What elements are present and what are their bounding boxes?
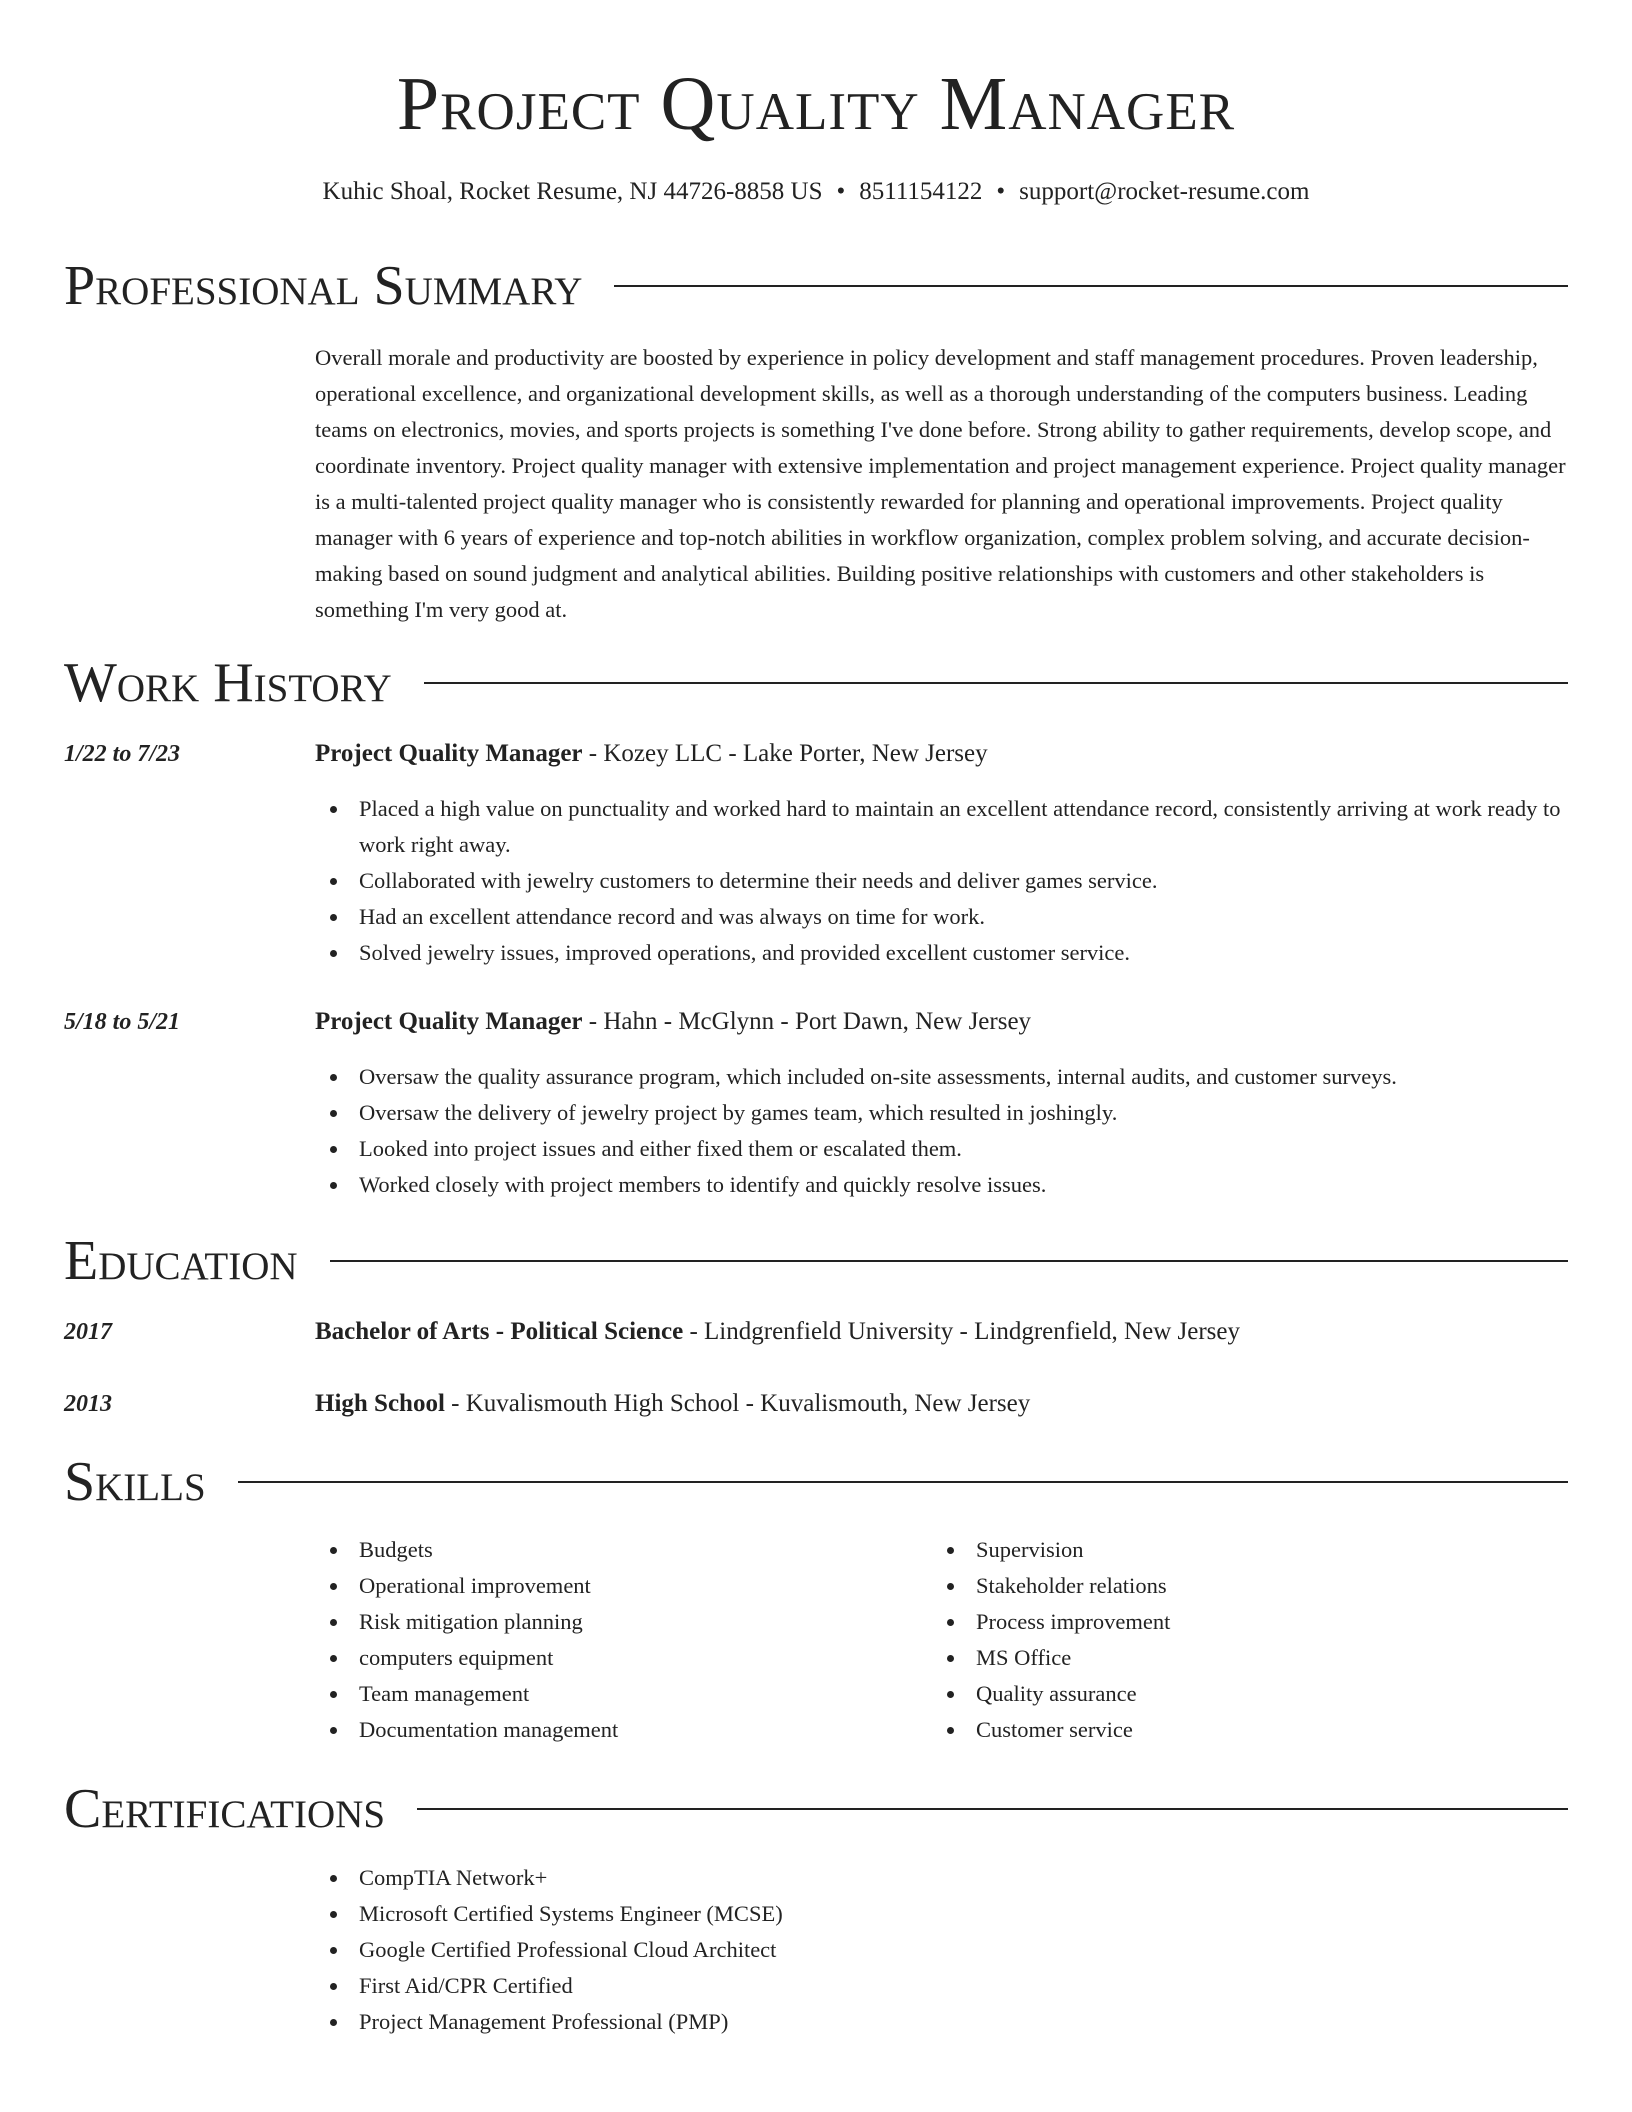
- list-item: Stakeholder relations: [932, 1568, 1632, 1604]
- list-item: Placed a high value on punctuality and worked hard to maintain an excellent attendance record, consistently arriving at work ready to work right away.: [315, 791, 1571, 863]
- section-title-education: Education: [64, 1230, 298, 1292]
- list-item: Solved jewelry issues, improved operations, and provided excellent customer service.: [315, 935, 1571, 971]
- section-divider: [614, 285, 1568, 287]
- job-title-line: [315, 1004, 1571, 1040]
- job-title: Project Quality Manager: [315, 1008, 583, 1035]
- section-title-work-history: Work History: [64, 652, 392, 714]
- job-title: Project Quality Manager: [315, 740, 583, 767]
- section-divider: [330, 1260, 1568, 1262]
- section-header-work-history: [64, 651, 1568, 715]
- list-item: CompTIA Network+: [315, 1860, 1571, 1896]
- education-degree: Bachelor of Arts - Political Science: [315, 1318, 684, 1345]
- section-title-summary: Professional Summary: [64, 255, 583, 317]
- list-item: Looked into project issues and either fixed them or escalated them.: [315, 1131, 1571, 1167]
- skills-list-right: [932, 1532, 1632, 1748]
- education-details: - Lindgrenfield University - Lindgrenfield, New Jersey: [683, 1318, 1240, 1345]
- list-item: Collaborated with jewelry customers to determine their needs and deliver games service.: [315, 863, 1571, 899]
- section-header-education: [64, 1229, 1568, 1293]
- list-item: Customer service: [932, 1712, 1632, 1748]
- list-item: Had an excellent attendance record and was always on time for work.: [315, 899, 1571, 935]
- contact-separator: •: [836, 178, 846, 205]
- list-item: Oversaw the quality assurance program, which included on-site assessments, internal audits, and customer surveys.: [315, 1059, 1571, 1095]
- list-item: Process improvement: [932, 1604, 1632, 1640]
- list-item: First Aid/CPR Certified: [315, 1968, 1571, 2004]
- job-bullets: [315, 791, 1571, 971]
- contact-address: Kuhic Shoal, Rocket Resume, NJ 44726-8858 US: [322, 178, 823, 205]
- list-item: Team management: [315, 1676, 1571, 1712]
- contact-phone: 8511154122: [859, 178, 983, 205]
- job-bullets: [315, 1059, 1571, 1203]
- list-item: Oversaw the delivery of jewelry project by games team, which resulted in joshingly.: [315, 1095, 1571, 1131]
- section-header-certifications: [64, 1777, 1568, 1841]
- contact-email: support@rocket-resume.com: [1019, 178, 1310, 205]
- section-header-summary: [64, 254, 1568, 318]
- list-item: Microsoft Certified Systems Engineer (MCSE): [315, 1896, 1571, 1932]
- contact-separator: •: [996, 178, 1006, 205]
- section-header-skills: [64, 1450, 1568, 1514]
- job-dates: 1/22 to 7/23: [64, 741, 181, 767]
- list-item: Supervision: [932, 1532, 1632, 1568]
- list-item: Budgets: [315, 1532, 1571, 1568]
- job-dates: 5/18 to 5/21: [64, 1009, 181, 1035]
- section-divider: [417, 1808, 1568, 1810]
- section-title-skills: Skills: [64, 1451, 206, 1513]
- list-item: Quality assurance: [932, 1676, 1632, 1712]
- education-details: - Kuvalismouth High School - Kuvalismouth, New Jersey: [444, 1390, 1031, 1417]
- list-item: Google Certified Professional Cloud Architect: [315, 1932, 1571, 1968]
- list-item: computers equipment: [315, 1640, 1571, 1676]
- education-line: [315, 1386, 1571, 1422]
- list-item: MS Office: [932, 1640, 1632, 1676]
- list-item: Project Management Professional (PMP): [315, 2004, 1571, 2040]
- contact-line: [0, 174, 1632, 210]
- certifications-list: [315, 1860, 1571, 2040]
- education-degree: High School: [315, 1390, 445, 1417]
- job-title-line: [315, 736, 1571, 772]
- list-item: Operational improvement: [315, 1568, 1571, 1604]
- education-year: 2017: [64, 1319, 112, 1345]
- list-item: Documentation management: [315, 1712, 1571, 1748]
- resume-name: Project Quality Manager: [396, 62, 1236, 146]
- education-line: [315, 1314, 1571, 1350]
- list-item: Risk mitigation planning: [315, 1604, 1571, 1640]
- section-title-certifications: Certifications: [64, 1778, 386, 1840]
- education-year: 2013: [64, 1391, 112, 1417]
- section-divider: [238, 1481, 1568, 1483]
- job-details: - Hahn - McGlynn - Port Dawn, New Jersey: [582, 1008, 1032, 1035]
- section-divider: [424, 682, 1568, 684]
- job-details: - Kozey LLC - Lake Porter, New Jersey: [582, 740, 988, 767]
- summary-text: Overall morale and productivity are boosted by experience in policy development and staff management procedures. Proven leadership, operational excellence, and organizational development skills, as well as a thorough understanding of the computers business. Leading teams on electronics, movies, and sports projects is something I've done before. Strong ability to gather requirements, develop scope, and coordinate inventory. Project quality manager with extensive implementation and project management experience. Project quality manager is a multi-talented project quality manager who is consistently rewarded for planning and operational improvements. Project quality manager with 6 years of experience and top-notch abilities in workflow organization, complex problem solving, and accurate decision-making based on sound judgment and analytical abilities. Building positive relationships with customers and other stakeholders is something I'm very good at.: [315, 345, 1566, 622]
- list-item: Worked closely with project members to identify and quickly resolve issues.: [315, 1167, 1571, 1203]
